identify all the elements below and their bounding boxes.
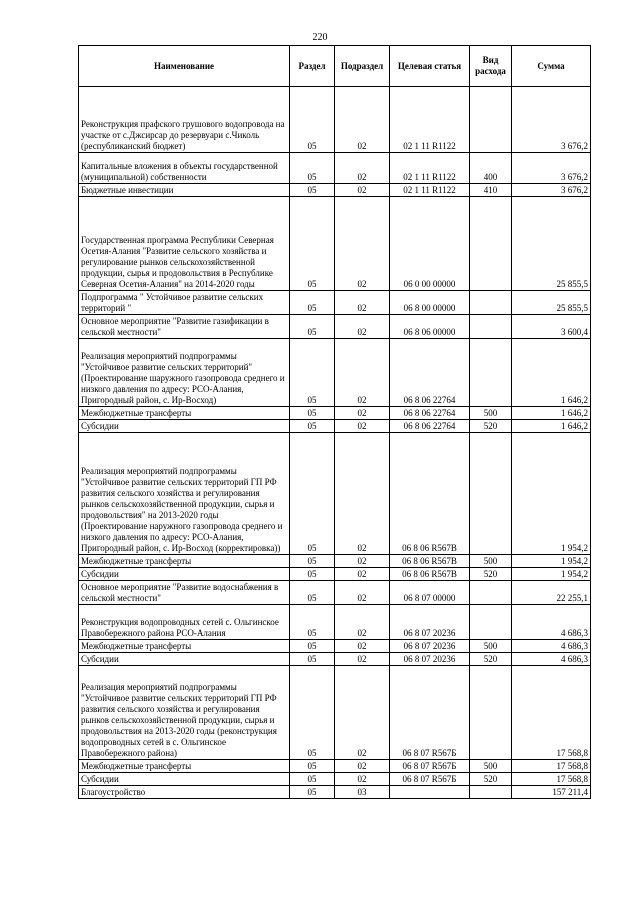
row-name: Межбюджетные трансферты — [79, 640, 290, 653]
row-podrazdel: 02 — [335, 197, 390, 291]
row-vid: 520 — [470, 773, 512, 786]
row-statya: 06 8 07 R567Б — [390, 666, 470, 760]
row-razdel: 05 — [290, 555, 335, 568]
row-razdel: 05 — [290, 640, 335, 653]
row-summa: 3 676,2 — [512, 87, 591, 153]
row-name: Государственная программа Республики Северная Осетия-Алания "Развитие сельского хозяйства и регулирование рынков сельскохозяйственной продукции, сырья и продовольствия в Республике Северная Осетия-Алания" на 2014-2020 годы — [79, 197, 290, 291]
row-razdel: 05 — [290, 197, 335, 291]
row-statya: 06 0 00 00000 — [390, 197, 470, 291]
table-row — [79, 760, 591, 773]
row-razdel: 05 — [290, 773, 335, 786]
row-podrazdel: 02 — [335, 773, 390, 786]
row-name: Межбюджетные трансферты — [79, 407, 290, 420]
row-name: Реконструкция водопроводных сетей с. Ольгинское Правобережного района РСО-Алания — [79, 605, 290, 640]
row-summa: 17 568,8 — [512, 666, 591, 760]
table-row — [79, 420, 591, 433]
row-vid: 520 — [470, 568, 512, 581]
row-statya: 06 8 07 20236 — [390, 605, 470, 640]
row-podrazdel: 02 — [335, 433, 390, 555]
row-summa: 22 255,1 — [512, 581, 591, 605]
row-vid: 410 — [470, 184, 512, 197]
row-vid: 520 — [470, 653, 512, 666]
row-statya: 06 8 06 00000 — [390, 315, 470, 339]
row-vid — [470, 666, 512, 760]
row-summa: 4 686,3 — [512, 605, 591, 640]
row-summa: 3 676,2 — [512, 184, 591, 197]
header-vid: Вид расхода — [470, 46, 512, 87]
row-razdel: 05 — [290, 291, 335, 315]
row-vid — [470, 433, 512, 555]
row-statya: 06 8 00 00000 — [390, 291, 470, 315]
row-name: Межбюджетные трансферты — [79, 555, 290, 568]
row-podrazdel: 02 — [335, 420, 390, 433]
row-name: Субсидии — [79, 773, 290, 786]
row-podrazdel: 02 — [335, 184, 390, 197]
row-statya: 06 8 06 22764 — [390, 407, 470, 420]
row-podrazdel: 02 — [335, 339, 390, 407]
table-row — [79, 184, 591, 197]
table-row — [79, 291, 591, 315]
row-razdel: 05 — [290, 87, 335, 153]
row-vid — [470, 197, 512, 291]
row-summa: 1 646,2 — [512, 339, 591, 407]
row-name: Реализация мероприятий подпрограммы "Устойчивое развитие сельских территорий" (Проектирование шаружного газопровода среднего и низкого давления по адресу: РСО-Алания, Пригородный район, с. Ир-Восход) — [79, 339, 290, 407]
row-name: Основное мероприятие "Развитие водоснабжения в сельской местности" — [79, 581, 290, 605]
row-name: Реализация мероприятий подпрограммы "Устойчивое развитие сельских территорий ГП РФ развития сельского хозяйства и регулирования рынков сельскохозяйственной продукции, сырья и продовольствия" на 2013-2020 годы (Проектирование наружного газопровода среднего и низкого давления по адресу: РСО-Алания, Пригородный район, с. Ир-Восход (корректировка)) — [79, 433, 290, 555]
row-razdel: 05 — [290, 420, 335, 433]
row-summa: 157 211,4 — [512, 786, 591, 799]
row-vid — [470, 291, 512, 315]
row-statya: 06 8 06 R567B — [390, 555, 470, 568]
row-podrazdel: 02 — [335, 605, 390, 640]
table-header-row — [79, 46, 591, 87]
row-summa: 3 676,2 — [512, 153, 591, 184]
header-podrazdel: Подраздел — [335, 46, 390, 87]
row-podrazdel: 02 — [335, 760, 390, 773]
table-row — [79, 568, 591, 581]
row-name: Субсидии — [79, 653, 290, 666]
table-row — [79, 773, 591, 786]
header-statya: Целевая статья — [390, 46, 470, 87]
row-vid: 520 — [470, 420, 512, 433]
row-statya — [390, 786, 470, 799]
row-name: Основное мероприятие "Развитие газификации в сельской местности" — [79, 315, 290, 339]
row-statya: 06 8 07 R567Б — [390, 773, 470, 786]
header-name: Наименование — [79, 46, 290, 87]
row-summa: 1 646,2 — [512, 407, 591, 420]
row-name: Благоустройство — [79, 786, 290, 799]
row-razdel: 05 — [290, 760, 335, 773]
table-row — [79, 197, 591, 291]
row-vid — [470, 315, 512, 339]
table-row — [79, 87, 591, 153]
row-razdel: 05 — [290, 153, 335, 184]
row-summa: 25 855,5 — [512, 197, 591, 291]
row-razdel: 05 — [290, 407, 335, 420]
row-podrazdel: 02 — [335, 666, 390, 760]
row-statya: 06 8 07 00000 — [390, 581, 470, 605]
row-statya: 02 1 11 R1122 — [390, 184, 470, 197]
row-razdel: 05 — [290, 184, 335, 197]
row-name: Реализация мероприятий подпрограммы "Устойчивое развитие сельских территорий ГП РФ развития сельского хозяйства и регулирования рынков сельскохозяйственной продукции, сырья и продовольствия на 2013-2020 годы (реконструкция водопроводных сетей в с. Ольгинское Правобережного района) — [79, 666, 290, 760]
row-razdel: 05 — [290, 315, 335, 339]
row-summa: 1 954,2 — [512, 555, 591, 568]
table-row — [79, 605, 591, 640]
budget-table — [78, 45, 591, 799]
row-podrazdel: 02 — [335, 315, 390, 339]
row-vid — [470, 87, 512, 153]
row-name: Субсидии — [79, 568, 290, 581]
row-summa: 1 646,2 — [512, 420, 591, 433]
header-summa: Сумма — [512, 46, 591, 87]
row-summa: 1 954,2 — [512, 433, 591, 555]
row-name: Реконструкция прафского грушового водопровода на участке от с.Джсирсар до резервуари с.Чиколь (республиканский бюджет) — [79, 87, 290, 153]
table-row — [79, 433, 591, 555]
row-podrazdel: 02 — [335, 640, 390, 653]
table-row — [79, 153, 591, 184]
table-row — [79, 315, 591, 339]
row-statya: 06 8 06 22764 — [390, 420, 470, 433]
row-summa: 3 600,4 — [512, 315, 591, 339]
row-podrazdel: 02 — [335, 87, 390, 153]
row-statya: 06 8 07 R567Б — [390, 760, 470, 773]
row-vid: 400 — [470, 153, 512, 184]
row-summa: 25 855,5 — [512, 291, 591, 315]
row-razdel: 05 — [290, 581, 335, 605]
row-podrazdel: 02 — [335, 581, 390, 605]
table-row — [79, 653, 591, 666]
table-row — [79, 407, 591, 420]
row-razdel: 05 — [290, 339, 335, 407]
row-podrazdel: 03 — [335, 786, 390, 799]
row-summa: 1 954,2 — [512, 568, 591, 581]
row-vid: 500 — [470, 407, 512, 420]
row-vid — [470, 605, 512, 640]
row-razdel: 05 — [290, 433, 335, 555]
table-body — [79, 87, 591, 799]
row-vid — [470, 581, 512, 605]
row-statya: 06 8 06 22764 — [390, 339, 470, 407]
row-name: Бюджетные инвестиции — [79, 184, 290, 197]
row-podrazdel: 02 — [335, 568, 390, 581]
row-vid — [470, 339, 512, 407]
row-podrazdel: 02 — [335, 153, 390, 184]
row-summa: 17 568,8 — [512, 760, 591, 773]
row-razdel: 05 — [290, 786, 335, 799]
row-statya: 06 8 07 20236 — [390, 653, 470, 666]
row-name: Субсидии — [79, 420, 290, 433]
row-razdel: 05 — [290, 666, 335, 760]
row-statya: 02 1 11 R1122 — [390, 153, 470, 184]
row-razdel: 05 — [290, 605, 335, 640]
table-row — [79, 555, 591, 568]
row-statya: 06 8 06 R567B — [390, 568, 470, 581]
header-razdel: Раздел — [290, 46, 335, 87]
row-name: Подпрограмма " Устойчивое развитие сельских территорий " — [79, 291, 290, 315]
row-podrazdel: 02 — [335, 653, 390, 666]
row-summa: 17 568,8 — [512, 773, 591, 786]
row-statya: 06 8 07 20236 — [390, 640, 470, 653]
page-number: 220 — [312, 32, 328, 43]
row-vid: 500 — [470, 760, 512, 773]
row-name: Межбюджетные трансферты — [79, 760, 290, 773]
row-statya: 02 1 11 R1122 — [390, 87, 470, 153]
table-row — [79, 786, 591, 799]
table-row — [79, 640, 591, 653]
row-summa: 4 686,3 — [512, 653, 591, 666]
table-row — [79, 581, 591, 605]
row-podrazdel: 02 — [335, 407, 390, 420]
row-vid: 500 — [470, 555, 512, 568]
row-vid: 500 — [470, 640, 512, 653]
row-statya: 06 8 06 R567B — [390, 433, 470, 555]
row-podrazdel: 02 — [335, 555, 390, 568]
row-summa: 4 686,3 — [512, 640, 591, 653]
table-row — [79, 339, 591, 407]
table-row — [79, 666, 591, 760]
row-vid — [470, 786, 512, 799]
row-razdel: 05 — [290, 653, 335, 666]
row-podrazdel: 02 — [335, 291, 390, 315]
row-name: Капитальные вложения в объекты государственной (муниципальной) собственности — [79, 153, 290, 184]
row-razdel: 05 — [290, 568, 335, 581]
